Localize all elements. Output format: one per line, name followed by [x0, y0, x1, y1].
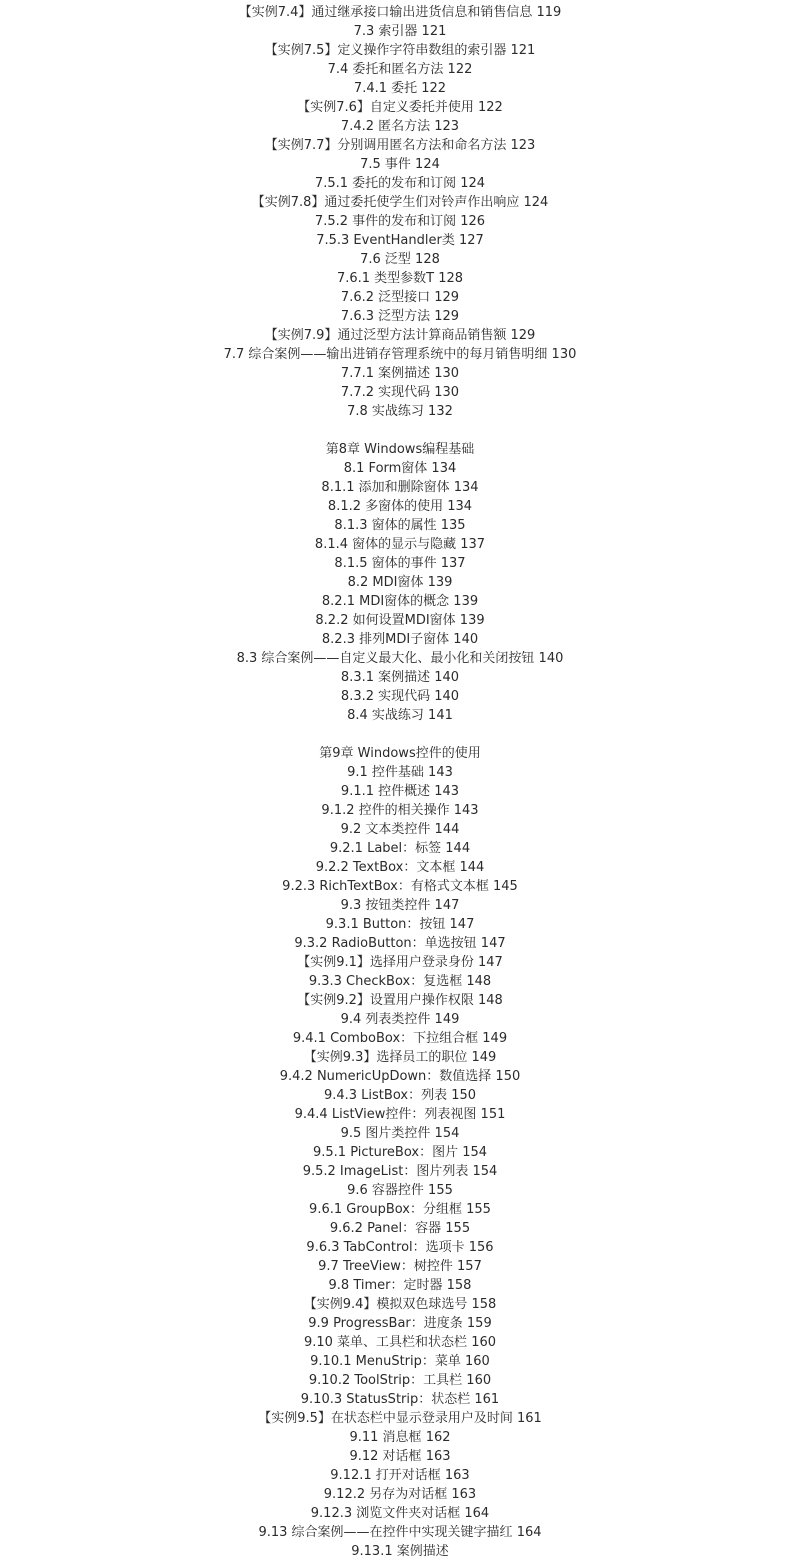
toc-entry: 9.2.2 TextBox：文本框 144 [315, 860, 485, 875]
toc-entry: 8.1.3 窗体的属性 135 [334, 518, 466, 533]
toc-entry: 8.1.2 多窗体的使用 134 [327, 499, 473, 514]
toc-entry: 9.12 对话框 163 [349, 1449, 451, 1464]
toc-entry: 8.1 Form窗体 134 [343, 461, 457, 476]
toc-entry: 9.3.2 RadioButton：单选按钮 147 [294, 936, 506, 951]
toc-entry: 第9章 Windows控件的使用 [319, 746, 481, 761]
toc-entry: 9.1.2 控件的相关操作 143 [321, 803, 479, 818]
toc-entry: 9.2.3 RichTextBox：有格式文本框 145 [282, 879, 518, 894]
toc-entry: 7.7.1 案例描述 130 [340, 366, 460, 381]
toc-entry: 9.12.2 另存为对话框 163 [323, 1487, 477, 1502]
toc-entry: 9.3.3 CheckBox：复选框 148 [308, 974, 492, 989]
toc-entry: 7.3 索引器 121 [353, 24, 447, 39]
section-spacer [0, 725, 800, 744]
toc-entry: 9.6 容器控件 155 [347, 1183, 453, 1198]
toc-entry: 9.1.1 控件概述 143 [340, 784, 460, 799]
toc-entry: 9.4.2 NumericUpDown：数值选择 150 [279, 1069, 521, 1084]
toc-entry: 8.1.5 窗体的事件 137 [334, 556, 466, 571]
toc-entry: 7.8 实战练习 132 [347, 404, 453, 419]
toc-block-chapter-9 [0, 744, 800, 1561]
toc-entry: 9.10.2 ToolStrip：工具栏 160 [308, 1373, 492, 1388]
toc-entry: 7.5 事件 124 [360, 157, 440, 172]
toc-entry: 7.7.2 实现代码 130 [340, 385, 460, 400]
toc-entry: 8.2.1 MDI窗体的概念 139 [321, 594, 479, 609]
toc-entry: 7.5.3 EventHandler类 127 [316, 233, 484, 248]
toc-entry: 第8章 Windows编程基础 [325, 442, 475, 457]
toc-entry: 【实例7.6】自定义委托并使用 122 [297, 100, 503, 115]
toc-entry: 9.6.2 Panel：容器 155 [329, 1221, 471, 1236]
toc-entry: 9.11 消息框 162 [349, 1430, 451, 1445]
toc-entry: 9.4.3 ListBox：列表 150 [323, 1088, 477, 1103]
toc-entry: 8.4 实战练习 141 [347, 708, 453, 723]
toc-entry: 【实例7.9】通过泛型方法计算商品销售额 129 [264, 328, 536, 343]
toc-entry: 9.4 列表类控件 149 [340, 1012, 460, 1027]
toc-entry: 9.3.1 Button：按钮 147 [325, 917, 475, 932]
toc-entry: 9.5.1 PictureBox：图片 154 [312, 1145, 488, 1160]
section-spacer [0, 421, 800, 440]
toc-entry: 9.9 ProgressBar：进度条 159 [308, 1316, 492, 1331]
toc-entry: 8.2 MDI窗体 139 [347, 575, 453, 590]
toc-entry: 9.12.3 浏览文件夹对话框 164 [310, 1506, 490, 1521]
toc-entry: 【实例7.7】分别调用匿名方法和命名方法 123 [264, 138, 536, 153]
toc-entry: 7.6.2 泛型接口 129 [340, 290, 460, 305]
toc-entry: 【实例9.4】模拟双色球选号 158 [303, 1297, 497, 1312]
toc-entry: 9.10.3 StatusStrip：状态栏 161 [300, 1392, 500, 1407]
toc-entry: 7.5.2 事件的发布和订阅 126 [314, 214, 486, 229]
toc-entry: 8.3.2 实现代码 140 [340, 689, 460, 704]
toc-entry: 9.6.1 GroupBox：分组框 155 [309, 1202, 491, 1217]
toc-entry: 7.4 委托和匿名方法 122 [327, 62, 473, 77]
toc-entry: 9.8 Timer：定时器 158 [328, 1278, 472, 1293]
toc-entry: 【实例7.8】通过委托使学生们对铃声作出响应 124 [251, 195, 549, 210]
toc-block-chapter-7 [0, 3, 800, 421]
toc-entry: 8.2.3 排列MDI子窗体 140 [321, 632, 479, 647]
toc-entry: 9.2 文本类控件 144 [340, 822, 460, 837]
toc-entry: 9.7 TreeView：树控件 157 [318, 1259, 482, 1274]
toc-entry: 7.6.1 类型参数T 128 [336, 271, 464, 286]
toc-entry: 【实例7.5】定义操作字符串数组的索引器 121 [264, 43, 536, 58]
toc-entry: 9.10 菜单、工具栏和状态栏 160 [303, 1335, 497, 1350]
toc-entry: 7.4.2 匿名方法 123 [340, 119, 460, 134]
toc-entry: 8.3.1 案例描述 140 [340, 670, 460, 685]
toc-entry: 9.5.2 ImageList：图片列表 154 [302, 1164, 498, 1179]
toc-entry: 9.4.4 ListView控件：列表视图 151 [294, 1107, 506, 1122]
toc-entry: 8.1.1 添加和删除窗体 134 [321, 480, 479, 495]
toc-entry: 【实例9.3】选择员工的职位 149 [303, 1050, 497, 1065]
toc-entry: 9.3 按钮类控件 147 [340, 898, 460, 913]
toc-entry: 【实例9.1】选择用户登录身份 147 [297, 955, 503, 970]
toc-entry: 7.7 综合案例——输出进销存管理系统中的每月销售明细 130 [223, 347, 577, 362]
toc-entry: 7.5.1 委托的发布和订阅 124 [314, 176, 486, 191]
toc-entry: 9.6.3 TabControl：选项卡 156 [306, 1240, 494, 1255]
toc-entry: 【实例9.2】设置用户操作权限 148 [297, 993, 503, 1008]
toc-entry: 8.3 综合案例——自定义最大化、最小化和关闭按钮 140 [236, 651, 564, 666]
toc-entry: 7.6 泛型 128 [360, 252, 440, 267]
toc-entry: 【实例9.5】在状态栏中显示登录用户及时间 161 [258, 1411, 542, 1426]
toc-entry: 9.13 综合案例——在控件中实现关键字描红 164 [258, 1525, 542, 1540]
toc-entry: 9.2.1 Label：标签 144 [329, 841, 471, 856]
toc-entry: 9.10.1 MenuStrip：菜单 160 [310, 1354, 490, 1369]
toc-entry: 9.13.1 案例描述 [351, 1544, 449, 1559]
toc-block-chapter-8 [0, 440, 800, 725]
toc-entry: 9.12.1 打开对话框 163 [330, 1468, 470, 1483]
toc-entry: 7.4.1 委托 122 [353, 81, 447, 96]
toc-entry: 【实例7.4】通过继承接口输出进货信息和销售信息 119 [238, 5, 562, 20]
toc-entry: 9.4.1 ComboBox：下拉组合框 149 [292, 1031, 508, 1046]
toc-entry: 7.6.3 泛型方法 129 [340, 309, 460, 324]
toc-entry: 9.5 图片类控件 154 [340, 1126, 460, 1141]
toc-entry: 9.1 控件基础 143 [347, 765, 453, 780]
toc-entry: 8.1.4 窗体的显示与隐藏 137 [314, 537, 486, 552]
toc-entry: 8.2.2 如何设置MDI窗体 139 [315, 613, 485, 628]
